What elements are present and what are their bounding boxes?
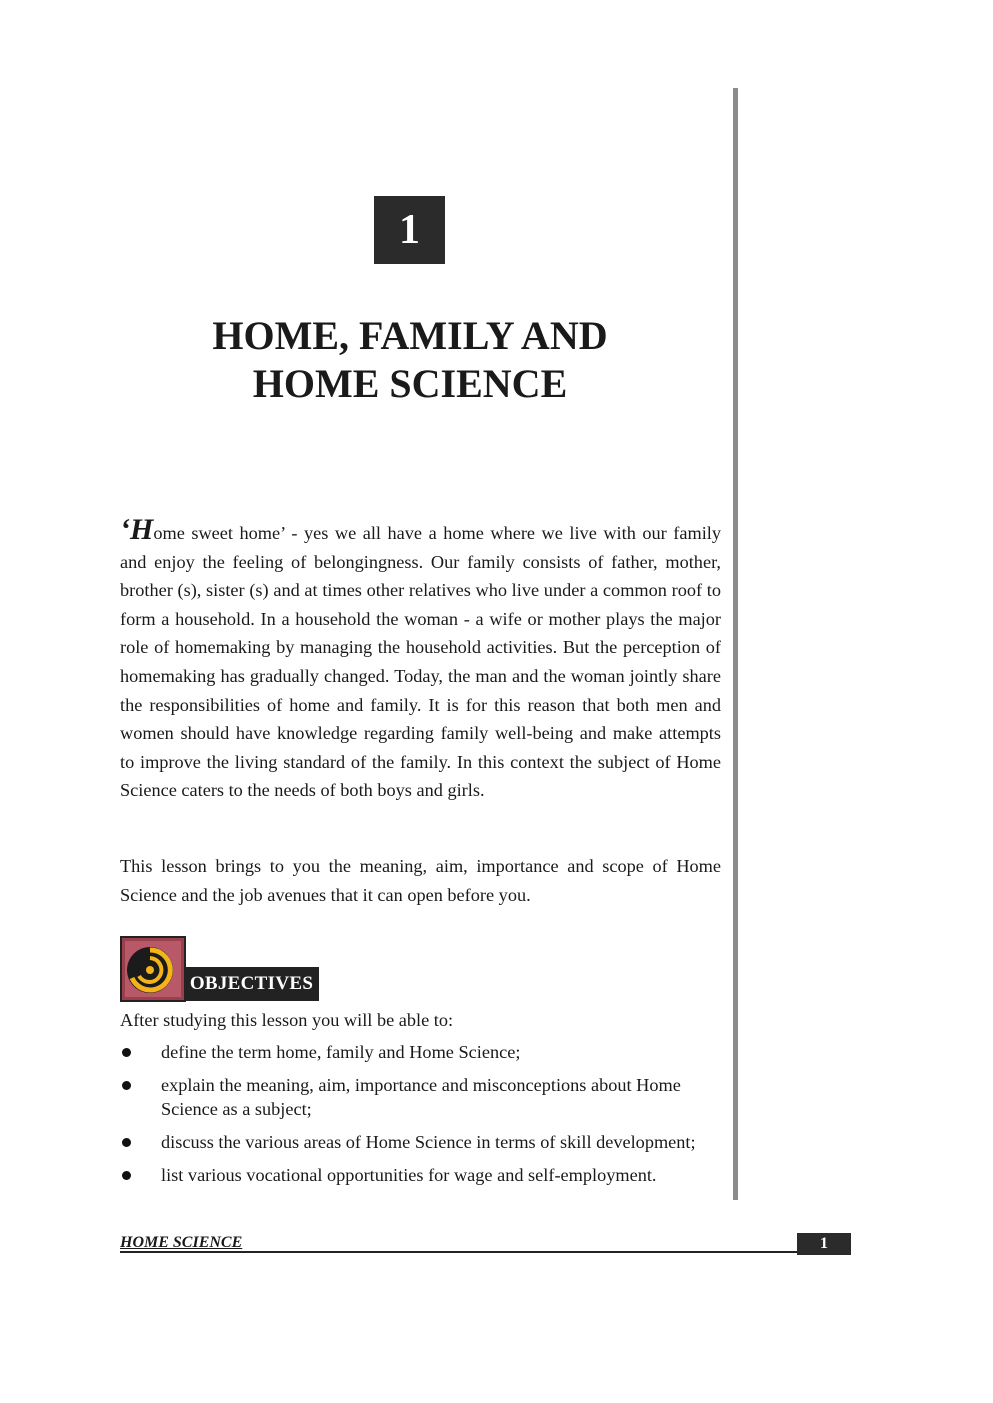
list-item-text: list various vocational opportunities for wage and self-employment.: [161, 1165, 657, 1185]
chapter-title-line2: HOME SCIENCE: [252, 361, 568, 406]
list-item-text: define the term home, family and Home Science;: [161, 1042, 521, 1062]
objectives-lead: After studying this lesson you will be able to:: [120, 1010, 454, 1030]
footer-subject: HOME SCIENCE: [120, 1234, 243, 1251]
list-item-text: explain the meaning, aim, importance and misconceptions about Home Science as a subject;: [161, 1075, 681, 1119]
intro-paragraph-1-text: ome sweet home’ - yes we all have a home where we live with our family and enjoy the feeling of belongingness. Our family consists of father, mother, brother (s), sister (s) and at times other relatives who live under a common roof to form a household. In a household the woman - a wife or mother plays the major role of homemaking by managing the household activities. But the perception of homemaking has gradually changed. Today, the man and the woman jointly share the responsibilities of home and family. It is for this reason that both men and women should have knowledge regarding family well-being and make attempts to improve the living standard of the family. In this context the subject of Home Science caters to the needs of both boys and girls.: [120, 523, 721, 801]
objectives-heading: OBJECTIVES: [184, 967, 319, 1001]
intro-paragraph-1: [120, 513, 721, 805]
margin-rule: [733, 88, 738, 1200]
chapter-number: 1: [374, 196, 445, 264]
chapter-title-line1: HOME, FAMILY AND: [212, 313, 608, 358]
list-item: [120, 1040, 721, 1064]
footer-rule: [120, 1251, 850, 1253]
page-number: 1: [797, 1233, 851, 1255]
bullet-icon: [122, 1138, 131, 1147]
bullet-icon: [122, 1048, 131, 1057]
list-item: [120, 1163, 721, 1187]
bullet-icon: [122, 1171, 131, 1180]
drop-cap: ‘H: [120, 513, 154, 546]
list-item-text: discuss the various areas of Home Science in terms of skill development;: [161, 1132, 696, 1152]
list-item: [120, 1130, 721, 1154]
intro-paragraph-2: This lesson brings to you the meaning, aim, importance and scope of Home Science and the job avenues that it can open before you.: [120, 856, 721, 905]
objectives-target-icon: [120, 936, 186, 1002]
list-item: [120, 1073, 721, 1121]
bullet-icon: [122, 1081, 131, 1090]
chapter-title: [160, 312, 660, 408]
objectives-list: [120, 1040, 721, 1196]
